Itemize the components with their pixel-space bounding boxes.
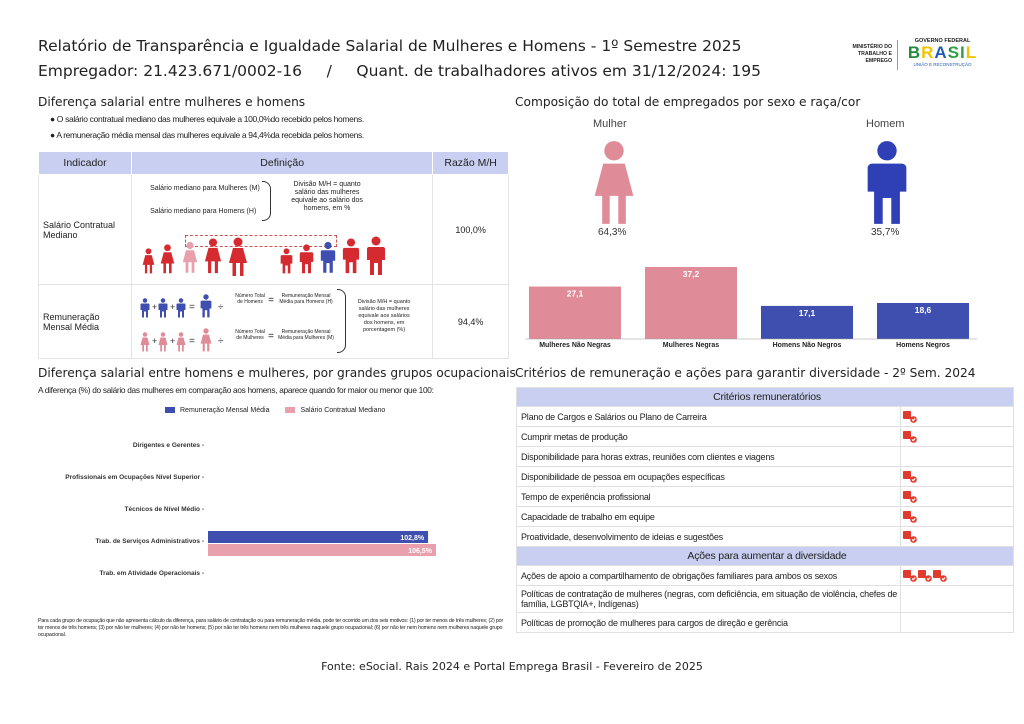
row2-razao: 94,4% (433, 285, 509, 359)
criterio-icons (901, 586, 1014, 613)
criterio-label: Políticas de contratação de mulheres (negras, com deficiência, em situação de violência, chefes de família, LGBTQIA+, Indígenas) (517, 586, 901, 613)
def-divisao: Divisão M/H = quanto salário das mulheres equivale ao salário dos homens, em % (291, 181, 363, 212)
th-razao: Razão M/H (433, 152, 509, 175)
comp-category-label: Homens Negros (896, 342, 950, 349)
check-icon (918, 570, 932, 582)
check-icon (903, 491, 917, 503)
criterio-row (517, 507, 1014, 527)
report-title: Relatório de Transparência e Igualdade Salarial de Mulheres e Homens - 1º Semestre 2025 (38, 37, 742, 55)
check-icon (903, 431, 917, 443)
criterio-icons (901, 507, 1014, 527)
check-icon (903, 511, 917, 523)
comp-bar-label: 18,6 (914, 305, 932, 315)
criterio-icons (901, 467, 1014, 487)
mulher-pct: 64,3% (598, 227, 627, 238)
grupo-category-label: Dirigentes e Gerentes - (132, 442, 204, 449)
rem-mulheres: Remuneração Mensal Média para Mulheres (M) (278, 329, 334, 341)
diff-bullet-1: ● O salário contratual mediano das mulheres equivale a 100,0%do recebido pelos homens. (50, 114, 364, 124)
criterio-label: Plano de Cargos e Salários ou Plano de Carreira (517, 407, 901, 427)
criterio-row (517, 467, 1014, 487)
mulher-label: Mulher (593, 118, 627, 130)
ministry-logo (840, 44, 892, 65)
comp-category-label: Mulheres Não Negras (539, 342, 611, 349)
grupo-category-label: Trab. de Serviços Administrativos - (95, 538, 204, 545)
grupos-footnote: Para cada grupo de ocupação que não apresenta cálculo da diferença, para salário de contratação ou para remuneração média, pode ter ocorrido um dos seis motivos: (1) por ter menos de três mulheres; (2) por ter menos de três homens; (3) por não ter mulheres; (4) por não ter homens; (5) por não ter três homens nem três mulheres naquele grupo ocupacional; (6) por não ter nem homens nem mulheres naquele grupo ocupacional. (38, 618, 504, 638)
criterio-label: Políticas de promoção de mulheres para cargos de direção e gerência (517, 613, 901, 633)
grupos-subtitle: A diferença (%) do salário das mulheres em comparação aos homens, aparece quando for maior ou menor que 100: (38, 385, 434, 395)
tot-homens: Número Total de Homens (235, 293, 265, 305)
th-definicao: Definição (132, 152, 433, 175)
man-icon (863, 140, 911, 226)
criterio-row (517, 527, 1014, 547)
def-salario-h: Salário mediano para Homens (H) (150, 208, 257, 215)
footer-source: Fonte: eSocial. Rais 2024 e Portal Emprega Brasil - Fevereiro de 2025 (321, 660, 703, 673)
criterio-row (517, 407, 1014, 427)
people-row-salario (142, 235, 392, 281)
row2-def-divisao: Divisão M/H = quanto salário das mulheres equivale aos salários dos homens, em porcentagem (%) (357, 299, 411, 333)
criterios-header: Critérios remuneratórios (517, 388, 1014, 407)
check-icon (903, 411, 917, 423)
comp-bar-label: 37,2 (682, 269, 700, 279)
criterio-row (517, 613, 1014, 633)
check-icon (933, 570, 947, 582)
criterio-row (517, 447, 1014, 467)
svg-text:+: + (152, 302, 158, 312)
criterio-row (517, 427, 1014, 447)
svg-text:+: + (170, 302, 176, 312)
criterio-icons (901, 566, 1014, 586)
grupo-category-label: Profissionais em Ocupações Nível Superior - (65, 474, 204, 481)
grupo-bar-label: 102,8% (400, 535, 425, 542)
comp-category-label: Mulheres Negras (662, 342, 720, 349)
criterio-label: Disponibilidade para horas extras, reuniões com clientes e viagens (517, 447, 901, 467)
grupos-legend (165, 407, 385, 414)
woman-icon (590, 140, 638, 226)
criterio-icons (901, 447, 1014, 467)
check-icon (903, 471, 917, 483)
comp-bar-label: 27,1 (566, 288, 584, 299)
criterios-title: Critérios de remuneração e ações para garantir diversidade - 2º Sem. 2024 (515, 366, 976, 380)
legend-remuneracao: Remuneração Mensal Média (180, 407, 270, 414)
grupo-category-label: Trab. em Atividade Operacionais - (99, 570, 204, 577)
row1-indicador: Salário Contratual Mediano (39, 175, 132, 285)
comp-category-label: Homens Não Negros (772, 342, 842, 349)
th-indicador: Indicador (39, 152, 132, 175)
row1-definicao (132, 175, 433, 285)
check-icon (903, 570, 917, 582)
criterio-label: Proatividade, desenvolvimento de ideias e sugestões (517, 527, 901, 547)
svg-text:÷: ÷ (218, 302, 224, 313)
criterio-label: Ações de apoio a compartilhamento de obrigações familiares para ambos os sexos (517, 566, 901, 586)
criterios-header: Ações para aumentar a diversidade (517, 547, 1014, 566)
svg-text:÷: ÷ (218, 336, 224, 347)
indicator-table (38, 151, 509, 359)
criterio-icons (901, 407, 1014, 427)
diff-section-title: Diferença salarial entre mulheres e homens (38, 95, 306, 109)
svg-text:+: + (170, 336, 176, 346)
gov-federal-text: GOVERNO FEDERAL (914, 38, 971, 44)
svg-text:=: = (189, 302, 195, 313)
tot-mulheres: Número Total de Mulheres (235, 329, 265, 341)
grupo-bar (208, 544, 436, 556)
homem-label: Homem (866, 118, 905, 130)
criterios-table (516, 387, 1014, 633)
row1-razao: 100,0% (433, 175, 509, 285)
women-formula-icons (140, 327, 230, 355)
check-icon (903, 531, 917, 543)
criterio-label: Cumprir metas de produção (517, 427, 901, 447)
criterio-icons (901, 487, 1014, 507)
criterio-label: Capacidade de trabalho em equipe (517, 507, 901, 527)
criterio-row (517, 566, 1014, 586)
criterio-icons (901, 427, 1014, 447)
men-formula-icons (140, 293, 230, 321)
rem-homens: Remuneração Mensal Média para Homens (H) (279, 293, 333, 305)
grupos-bar-chart (38, 424, 508, 584)
grupo-bar-label: 106,5% (408, 548, 432, 555)
brasil-text: BRASIL (905, 44, 980, 62)
union-text: UNIÃO E RECONSTRUÇÃO (913, 62, 972, 67)
criterio-row (517, 487, 1014, 507)
employer-line: Empregador: 21.423.671/0002-16 / Quant. de trabalhadores ativos em 31/12/2024: 195 (38, 62, 761, 80)
criterio-row (517, 586, 1014, 613)
gov-brasil-logo (905, 38, 980, 67)
criterio-label: Disponibilidade de pessoa em ocupações específicas (517, 467, 901, 487)
homem-pct: 35,7% (871, 227, 900, 238)
svg-text:=: = (189, 336, 195, 347)
ministry-logo-text: MINISTÉRIO DO TRABALHO E EMPREGO (852, 44, 892, 64)
criterio-icons (901, 527, 1014, 547)
grupo-bar (208, 531, 428, 543)
composicao-bar-chart (515, 255, 985, 355)
svg-text:+: + (152, 336, 158, 346)
comp-bar-label: 17,1 (798, 307, 816, 318)
diff-bullet-2: ● A remuneração média mensal das mulheres equivale a 94,4%da recebida pelos homens. (50, 130, 364, 140)
row2-indicador: Remuneração Mensal Média (39, 285, 132, 359)
legend-salario: Salário Contratual Mediano (300, 407, 386, 414)
row2-definicao: + + = ÷ Número Total de Homens = Remuneração Mensal Média para Homens (H) + + = ÷ Número Total de Mulheres = Remuneração Mensal Média para Mulheres (M) Divisão M/H = quanto salário das mulheres equivale aos salários dos homens, em porcentagem (%) (132, 285, 433, 359)
composicao-title: Composição do total de empregados por sexo e raça/cor (515, 95, 861, 109)
grupo-category-label: Técnicos de Nível Médio - (124, 506, 204, 513)
criterio-icons (901, 613, 1014, 633)
criterio-label: Tempo de experiência profissional (517, 487, 901, 507)
grupos-title: Diferença salarial entre homens e mulheres, por grandes grupos ocupacionais (38, 366, 516, 380)
def-salario-m: Salário mediano para Mulheres (M) (150, 185, 260, 192)
